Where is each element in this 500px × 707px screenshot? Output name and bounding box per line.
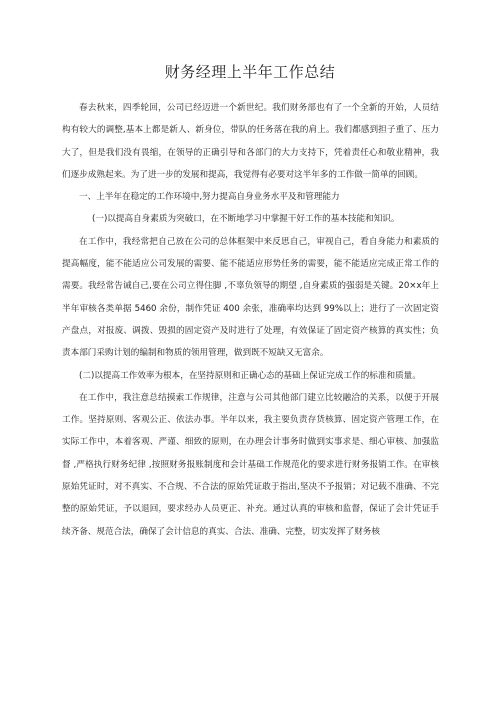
paragraph-work-2: 在工作中，我注意总结摸索工作规律，注意与公司其他部门建立比较融洽的关系，以便于开展工作。坚持原则、客观公正、依法办事。半年以来，我主要负责存货核算、固定资产管理工作，在实际工作中，本着客观、严谨、细致的原则，在办理会计事务时做到实事求是、细心审核、加强监督 ,严格执行财务纪律 ,按照财务报账制度和会计基础工作规范化的要求进行财务报销工作。在审核原始凭证时，对不真实、不合规、不合法的原始凭证敢于指出,坚决不予报销；对记载不准确、不完整的原始凭证，予以退回，要求经办人员更正、补充。通过认真的审核和监督，保证了会计凭证手续齐备、规范合法，确保了会计信息的真实、合法、准确、完整，切实发挥了财务核 xyxy=(62,392,439,537)
document-title: 财务经理上半年工作总结 xyxy=(164,63,336,81)
section-heading-1: 一、上半年在稳定的工作环境中,努力提高自身业务水平及和管理能力 xyxy=(79,192,340,203)
subsection-heading-2: (二)以提高工作效率为根本，在坚持原则和正确心态的基础上保证完成工作的标准和质量。 xyxy=(79,370,421,381)
document-body xyxy=(62,97,439,543)
paragraph-work-1: 在工作中，我经常把自己放在公司的总体框架中来反思自己，审视自己，看自身能力和素质的提高幅度，能不能适应公司发展的需要、能不能适应形势任务的需要，能不能适应完成正常工作的需要。我经常告诫自己,要在公司立得住脚 ,不辜负领导的期望 ,自身素质的强弱是关键。20×x年上半年审核各类单据 5460 余份，制作凭证 400 余张，准确率均达到 99%以上；进行了一次固定资产盘点，对报废、调拨、毁损的固定资产及时进行了处理，有效保证了固定资产核算的真实性；负责本部门采购计划的编制和物质的领用管理，做到既不短缺又无富余。 xyxy=(62,236,439,359)
paragraph-intro: 春去秋来，四季轮回，公司已经迈进一个新世纪。我们财务部也有了一个全新的开始，人员结构有较大的调整,基本上都是新人、新身位，带队的任务落在我的肩上。我们都感到担子重了、压力大了，但是我们没有畏缩，在领导的正确引导和各部门的大力支持下，凭着责任心和敬业精神，我们逐步成熟起来。为了进一步的发展和提高，我觉得有必要对这半年多的工作做一简单的回顾。 xyxy=(62,103,439,180)
subsection-heading-1: (一)以提高自身素质为突破口，在不断地学习中掌握干好工作的基本技能和知识。 xyxy=(92,214,400,225)
